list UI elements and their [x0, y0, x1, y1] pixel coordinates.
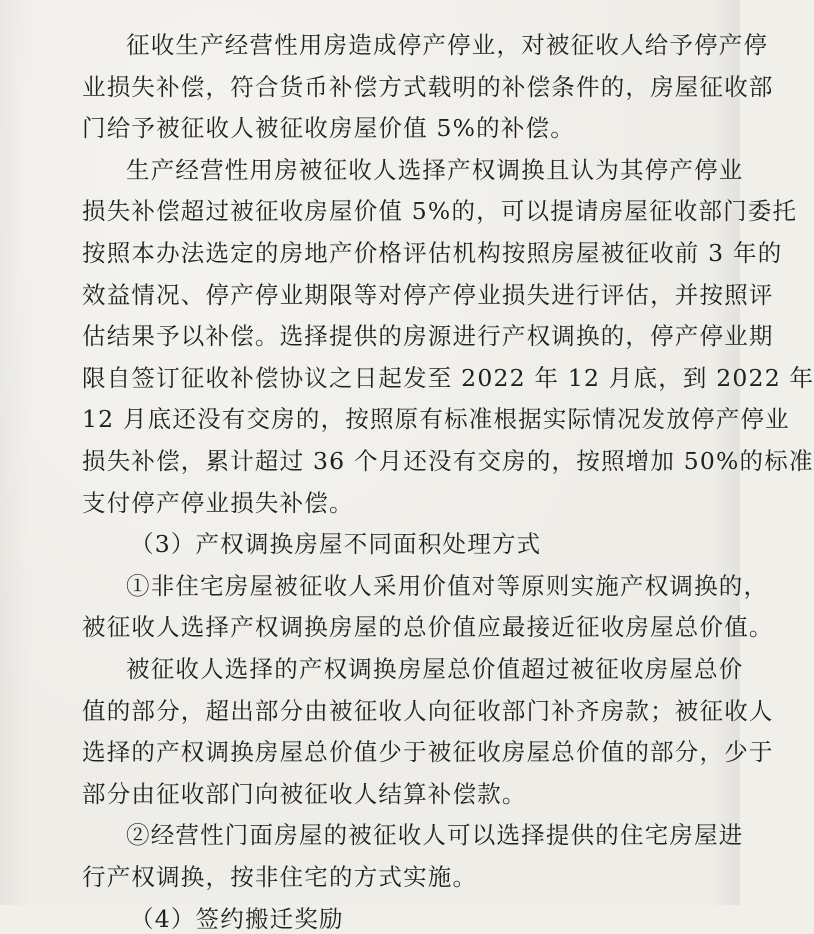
paragraph-4-line-2: 值的部分，超出部分由被征收人向征收部门补齐房款；被征收人 [82, 697, 774, 725]
paragraph-2-line-9: 支付停产停业损失补偿。 [82, 489, 354, 517]
section-heading-4: （4）签约搬迁奖励 [130, 905, 344, 933]
paragraph-2-line-2: 损失补偿超过被征收房屋价值 5%的，可以提请房屋征收部门委托 [82, 197, 798, 225]
paragraph-3-line-2: 被征收人选择产权调换房屋的总价值应最接近征收房屋总价值。 [82, 613, 774, 641]
paragraph-2-line-6: 限自签订征收补偿协议之日起发至 2022 年 12 月底，到 2022 年 [82, 364, 814, 392]
paragraph-1-line-2: 业损失补偿，符合货币补偿方式载明的补偿条件的，房屋征收部 [82, 73, 774, 101]
paragraph-3-line-1: ①非住宅房屋被征收人采用价值对等原则实施产权调换的， [126, 572, 769, 600]
paragraph-1-line-1: 征收生产经营性用房造成停产停业，对被征收人给予停产停 [126, 31, 769, 59]
paragraph-5-line-2: 行产权调换，按非住宅的方式实施。 [82, 863, 478, 891]
paragraph-2-line-7: 12 月底还没有交房的，按照原有标准根据实际情况发放停产停业 [82, 405, 790, 433]
section-heading-3: （3）产权调换房屋不同面积处理方式 [130, 530, 542, 558]
paragraph-2-line-8: 损失补偿，累计超过 36 个月还没有交房的，按照增加 50%的标准 [82, 447, 814, 475]
paragraph-1-line-3: 门给予被征收人被征收房屋价值 5%的补偿。 [82, 114, 575, 142]
paragraph-4-line-4: 部分由征收部门向被征收人结算补偿款。 [82, 780, 527, 808]
paragraph-2-line-4: 效益情况、停产停业期限等对停产停业损失进行评估，并按照评 [82, 281, 774, 309]
paragraph-5-line-1: ②经营性门面房屋的被征收人可以选择提供的住宅房屋进 [126, 821, 744, 849]
paragraph-2-line-1: 生产经营性用房被征收人选择产权调换且认为其停产停业 [126, 156, 744, 184]
paragraph-4-line-3: 选择的产权调换房屋总价值少于被征收房屋总价值的部分，少于 [82, 738, 774, 766]
paragraph-2-line-3: 按照本办法选定的房地产价格评估机构按照房屋被征收前 3 年的 [82, 239, 783, 267]
paragraph-2-line-5: 估结果予以补偿。选择提供的房源进行产权调换的，停产停业期 [82, 322, 774, 350]
paragraph-4-line-1: 被征收人选择的产权调换房屋总价值超过被征收房屋总价 [126, 655, 744, 683]
